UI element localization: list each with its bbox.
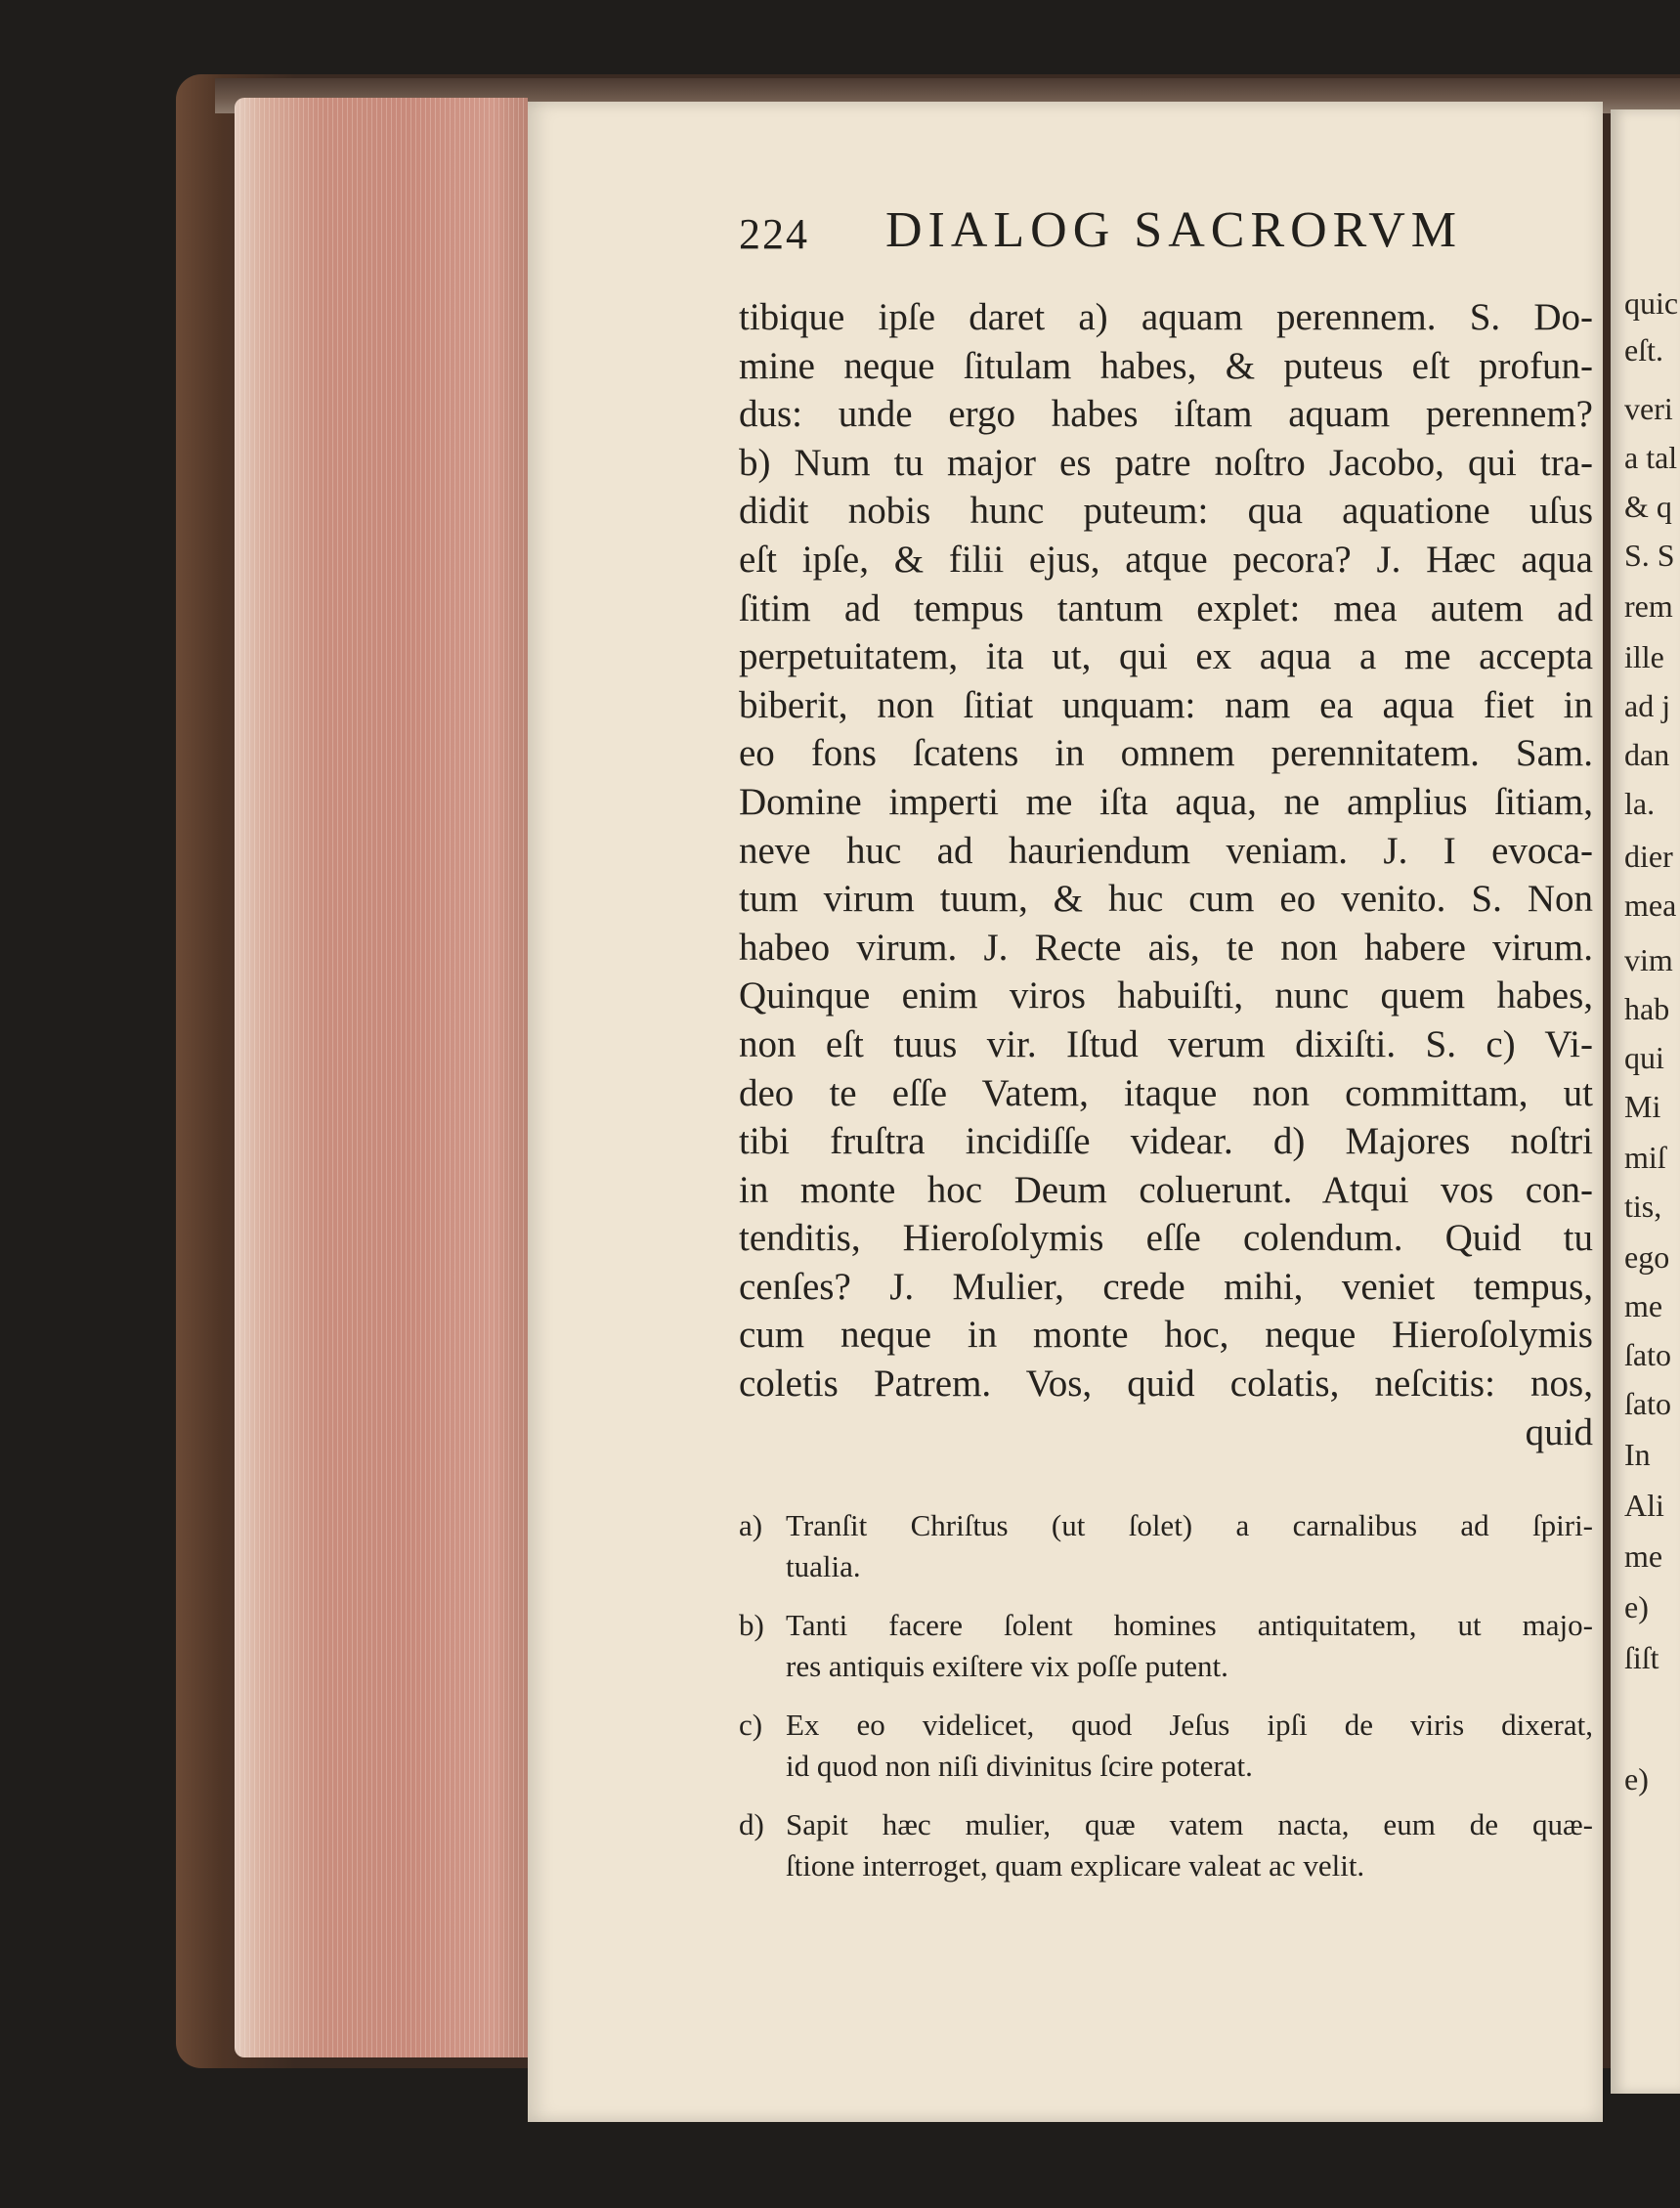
- text-line: eo fons ſcatens in omnem perennitatem. Sam.: [739, 732, 1593, 775]
- running-title: DIALOG SACRORVM: [885, 202, 1462, 258]
- facing-page-fragment: la.: [1624, 786, 1656, 821]
- text-line: Domine imperti me iſta aqua, ne amplius ſitiam,: [739, 780, 1593, 823]
- text-line: b) Num tu major es patre noſtro Jacobo, qui tra-: [739, 441, 1593, 484]
- facing-page-fragment: hab: [1624, 991, 1670, 1026]
- facing-page-fragment: Mi: [1624, 1089, 1661, 1124]
- facing-page-fragment: S. S: [1624, 538, 1675, 573]
- footnote-marker: [739, 1845, 786, 1886]
- footnote-marker: d): [739, 1807, 764, 1841]
- footnote-marker: [739, 1646, 786, 1687]
- facing-page-fragment: rem: [1624, 588, 1673, 624]
- facing-page-fragment: ego: [1624, 1239, 1670, 1275]
- facing-page-edge: [1611, 109, 1680, 2094]
- text-line: tum virum tuum, & huc cum eo venito. S. Non: [739, 878, 1593, 921]
- page-number: 224: [739, 210, 809, 258]
- footnote-line: Tanti facere ſolent homines antiquitatem, ut majo-: [786, 1608, 1593, 1642]
- text-line: cum neque in monte hoc, neque Hieroſolymis: [739, 1314, 1593, 1357]
- text-line: deo te eſſe Vatem, itaque non committam, ut: [739, 1071, 1593, 1114]
- facing-page-fragment: e): [1624, 1589, 1649, 1624]
- footnote-line: id quod non niſi divinitus ſcire poterat.: [786, 1749, 1253, 1783]
- footnote-line: Tranſit Chriſtus (ut ſolet) a carnalibus ad ſpiri-: [786, 1508, 1593, 1542]
- footnote-line: res antiquis exiſtere vix poſſe putent.: [786, 1649, 1228, 1683]
- facing-page-fragment: miſ: [1624, 1140, 1666, 1175]
- text-line: dus: unde ergo habes iſtam aquam perennem?: [739, 393, 1593, 436]
- text-line: tibique ipſe daret a) aquam perennem. S. Do-: [739, 296, 1593, 338]
- footnote-line: Sapit hæc mulier, quæ vatem nacta, eum de quæ-: [786, 1807, 1593, 1841]
- facing-page-fragment: Ali: [1624, 1488, 1664, 1523]
- text-line: ſitim ad tempus tantum explet: mea autem ad: [739, 586, 1593, 629]
- facing-page-fragment: dier: [1624, 839, 1673, 874]
- footnote-marker: [739, 1746, 786, 1787]
- footnote: [739, 1505, 1593, 1587]
- text-line: neve huc ad hauriendum veniam. J. I evoca-: [739, 829, 1593, 872]
- facing-page-fragment: ſato: [1624, 1386, 1671, 1421]
- facing-page-fragment: eſt.: [1624, 332, 1663, 368]
- text-line: perpetuitatem, ita ut, qui ex aqua a me accepta: [739, 635, 1593, 678]
- facing-page-fragment: ſato: [1624, 1337, 1671, 1372]
- text-line: non eſt tuus vir. Iſtud verum dixiſti. S. c) Vi-: [739, 1022, 1593, 1065]
- facing-page-fragment: qui: [1624, 1040, 1664, 1075]
- catchword: quid: [1525, 1410, 1593, 1453]
- facing-page-fragment: ille: [1624, 639, 1664, 674]
- facing-page-fragment: me: [1624, 1288, 1663, 1323]
- facing-page-fragment: In: [1624, 1437, 1651, 1472]
- text-line: cenſes? J. Mulier, crede mihi, veniet tempus,: [739, 1265, 1593, 1308]
- footnotes: [739, 1505, 1593, 1904]
- text-line: biberit, non ſitiat unquam: nam ea aqua fiet in: [739, 683, 1593, 726]
- facing-page-fragment: vim: [1624, 942, 1673, 977]
- facing-page-fragment: quic: [1624, 285, 1679, 321]
- running-head: [739, 201, 1491, 264]
- footnote-line: Ex eo videlicet, quod Jeſus ipſi de viris dixerat,: [786, 1708, 1593, 1742]
- facing-page-fragment: veri: [1624, 391, 1673, 426]
- facing-page-fragment: ſiſt: [1624, 1640, 1659, 1675]
- footnote: [739, 1705, 1593, 1787]
- text-line: in monte hoc Deum coluerunt. Atqui vos con-: [739, 1168, 1593, 1211]
- footnote-marker: a): [739, 1508, 763, 1542]
- facing-page-fragment: me: [1624, 1538, 1663, 1574]
- facing-page-fragment: a tal: [1624, 440, 1678, 475]
- text-line: tenditis, Hieroſolymis eſſe colendum. Quid tu: [739, 1217, 1593, 1260]
- facing-page-fragment: e): [1624, 1761, 1649, 1797]
- facing-page-fragment: & q: [1624, 489, 1672, 524]
- text-line: habeo virum. J. Recte ais, te non habere virum.: [739, 926, 1593, 969]
- page-block-red-edge: [235, 98, 528, 2057]
- text-line: mine neque ſitulam habes, & puteus eſt profun-: [739, 344, 1593, 387]
- text-line: didit nobis hunc puteum: qua aquatione uſus: [739, 490, 1593, 533]
- facing-page-fragment: mea: [1624, 888, 1677, 923]
- text-line: tibi fruſtra incidiſſe videar. d) Majores noſtri: [739, 1120, 1593, 1163]
- text-line: coletis Patrem. Vos, quid colatis, neſcitis: nos,: [739, 1363, 1593, 1406]
- main-text: [739, 293, 1593, 1456]
- text-line: Quinque enim viros habuiſti, nunc quem habes,: [739, 974, 1593, 1017]
- footnote: [739, 1605, 1593, 1687]
- facing-page-fragment: dan: [1624, 737, 1670, 772]
- footnote-marker: [739, 1546, 786, 1587]
- footnote: [739, 1804, 1593, 1886]
- footnote-marker: b): [739, 1608, 764, 1642]
- footnote-line: tualia.: [786, 1549, 861, 1583]
- facing-page-fragment: tis,: [1624, 1189, 1662, 1224]
- facing-page-fragment: ad j: [1624, 688, 1671, 723]
- footnote-line: ſtione interroget, quam explicare valeat ac velit.: [786, 1848, 1365, 1883]
- text-line: eſt ipſe, & filii ejus, atque pecora? J. Hæc aqua: [739, 538, 1593, 581]
- footnote-marker: c): [739, 1708, 763, 1742]
